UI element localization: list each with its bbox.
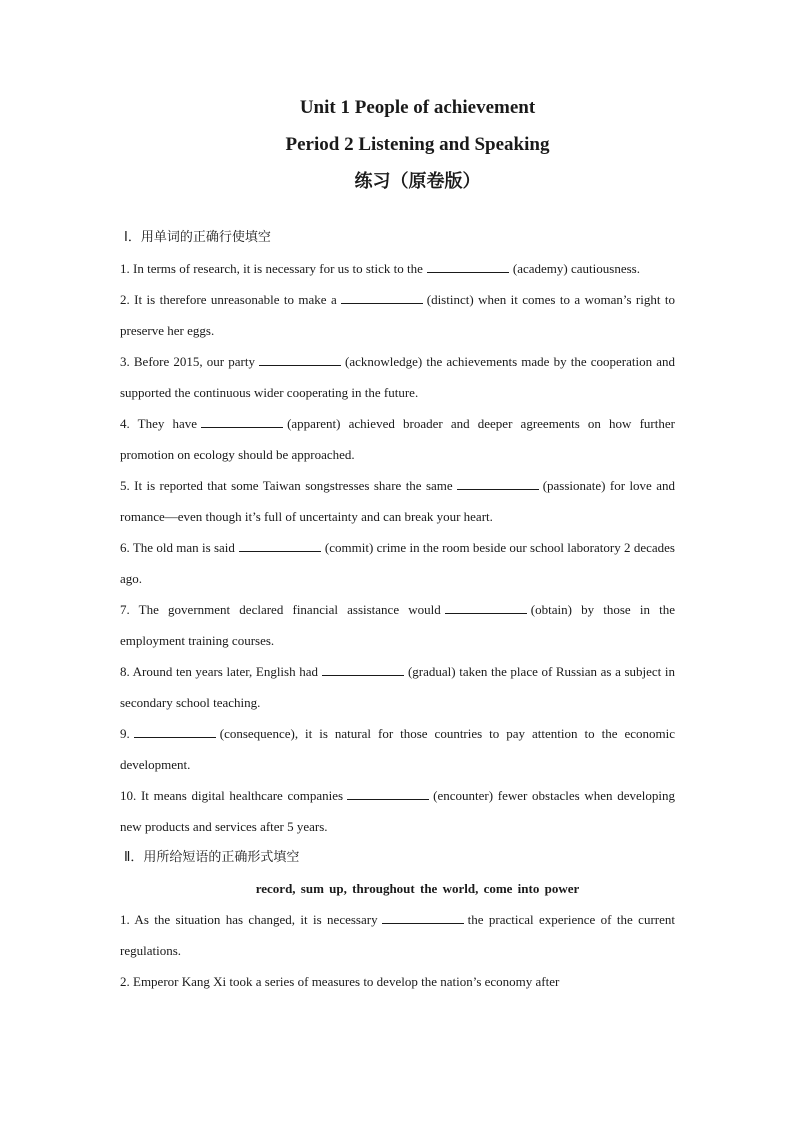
title-unit: Unit 1 People of achievement: [299, 97, 536, 118]
answer-blank[interactable]: [457, 476, 539, 490]
section-2-heading: Ⅱ．用所给短语的正确形式填空: [124, 850, 300, 865]
question-item: 8. Around ten years later, English had (gradual) taken the place of Russian as a subject in secondary school teaching.: [120, 664, 675, 710]
question-item: 6. The old man is said (commit) crime in the room beside our school laboratory 2 decades ago.: [120, 540, 675, 586]
answer-blank[interactable]: [259, 352, 341, 366]
question-item: 2. Emperor Kang Xi took a series of measures to develop the nation’s economy after: [120, 974, 560, 989]
answer-blank[interactable]: [427, 259, 509, 273]
answer-blank[interactable]: [445, 600, 527, 614]
answer-blank[interactable]: [382, 910, 464, 924]
answer-blank[interactable]: [201, 414, 283, 428]
section-1-items: [120, 253, 675, 842]
title-period: Period 2 Listening and Speaking: [285, 134, 550, 155]
answer-blank[interactable]: [347, 786, 429, 800]
document-content: [120, 96, 675, 997]
title-exercise: 练习（原卷版）: [354, 171, 481, 192]
question-item: 2. It is therefore unreasonable to make a (distinct) when it comes to a woman’s right to preserve her eggs.: [120, 292, 675, 338]
question-item: 10. It means digital healthcare companies (encounter) fewer obstacles when developing new products and services after 5 years.: [120, 788, 675, 834]
answer-blank[interactable]: [134, 724, 216, 738]
question-item: 3. Before 2015, our party (acknowledge) the achievements made by the cooperation and supported the continuous wider cooperating in the future.: [120, 354, 675, 400]
question-item: 1. In terms of research, it is necessary for us to stick to the (academy) cautiousness.: [120, 261, 640, 276]
phrase-bank: record, sum up, throughout the world, come into power: [255, 881, 580, 896]
question-item: 7. The government declared financial assistance would (obtain) by those in the employment training courses.: [120, 602, 675, 648]
answer-blank[interactable]: [322, 662, 404, 676]
question-item: 4. They have (apparent) achieved broader and deeper agreements on how further promotion on ecology should be approached.: [120, 416, 675, 462]
question-item: 9. (consequence), it is natural for those countries to pay attention to the economic development.: [120, 726, 675, 772]
section-2-items: [120, 904, 675, 997]
question-item: 1. As the situation has changed, it is necessary the practical experience of the current regulations.: [120, 912, 675, 958]
answer-blank[interactable]: [239, 538, 321, 552]
answer-blank[interactable]: [341, 290, 423, 304]
question-item: 5. It is reported that some Taiwan songstresses share the same (passionate) for love and romance—even though it’s full of uncertainty and can break your heart.: [120, 478, 675, 524]
section-1-heading: Ⅰ．用单词的正确行使填空: [124, 230, 271, 245]
